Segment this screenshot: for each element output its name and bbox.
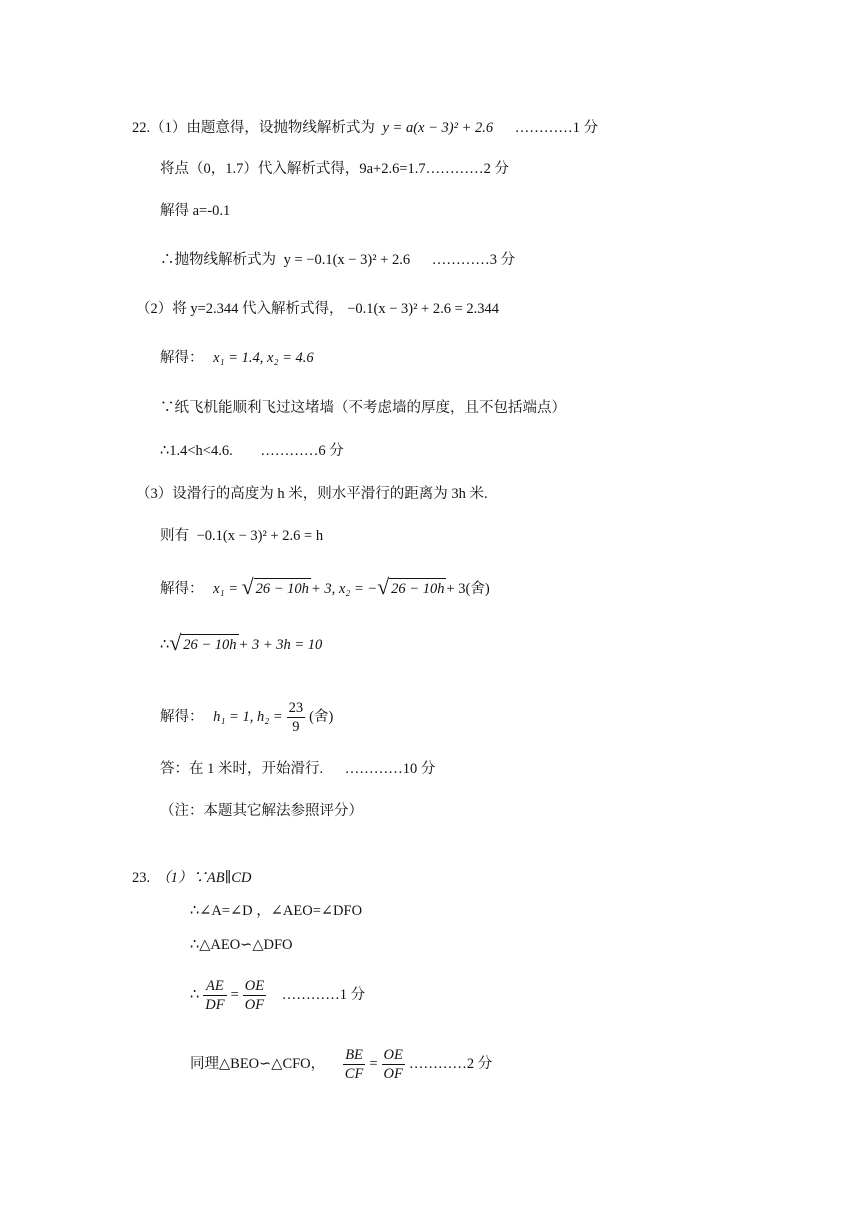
q22-line-10 [160,526,323,546]
q23-fraction-be-cf [343,1046,366,1083]
q22-eq6-sqrt-2: √ 26 − 10h [377,574,445,599]
q23-f3-num: BE [343,1046,366,1065]
q22-line-4 [160,250,515,270]
q22-line-9: （3）设滑行的高度为 h 米，则水平滑行的距离为 3h 米. [136,486,488,502]
q23-line-2: ∴∠A=∠D ，∠AEO=∠DFO [190,903,363,919]
q22-line-1 [132,118,598,138]
q22-equation-2: y = −0.1(x − 3)² + 2.6 [283,252,411,268]
q22-line-13-text: 解得： [160,709,204,725]
q23-line-5-text: 同理△BEO∽△CFO， [190,1056,326,1072]
q23-score-2: …………2 分 [408,1056,493,1072]
q23-fraction-oe-of [243,977,266,1014]
q22-eq7-end: + 3 + 3h = 10 [238,637,323,653]
q23-line-4-therefore: ∴ [190,987,200,1003]
q23-f3-den: CF [344,1066,364,1083]
q22-number: 22. [132,120,151,136]
q23-f4-den: OF [383,1066,403,1083]
q22-line-11-text: 解得： [160,581,204,597]
q22-eq7-sqrt: √ 26 − 10h [169,630,237,655]
q22-eq8-denominator: 9 [292,719,300,736]
q22-equation-4: x₁ = 1.4, x₂ = 4.6 [213,350,314,366]
q22-line-12 [160,630,323,655]
q22-line-14 [160,759,435,779]
q22-answer-text: 答：在 1 米时，开始滑行. [160,761,324,777]
q22-line-10-text: 则有 [160,528,189,544]
q23-equals-1: = [230,987,239,1003]
q23-line-4 [190,974,365,1016]
q22-line-3: 解得 a=-0.1 [160,203,231,219]
q22-score-10: …………10 分 [344,761,436,777]
q22-part1-text: （1）由题意得，设抛物线解析式为 [150,120,375,136]
q22-score-6: …………6 分 [260,443,344,459]
q22-line-12-therefore: ∴ [160,637,170,653]
q23-line-1-text: （1）∵AB∥CD [156,870,252,886]
q22-score-1: …………1 分 [514,120,599,136]
q23-score-1: …………1 分 [281,987,366,1003]
q23-line-5 [190,1043,492,1085]
q22-eq6-sqrt-1: √ 26 − 10h [241,574,309,599]
q22-eq8-numerator: 23 [288,700,304,717]
q22-line-4-text: ∴抛物线解析式为 [160,252,276,268]
q22-equation-5: −0.1(x − 3)² + 2.6 = h [196,528,324,544]
q22-line-6-text: 解得： [160,350,204,366]
q22-score-3: …………3 分 [431,252,516,268]
q22-line-8 [160,441,344,461]
q23-line-3: ∴△AEO∽△DFO [190,937,293,953]
q23-f1-num: AE [203,977,226,996]
q22-line-6 [160,348,314,368]
q23-fraction-oe-of-2 [382,1046,405,1083]
q22-eq6-radicand-2: 26 − 10h [389,578,446,599]
q22-eq8: h₁ = 1, h₂ = [213,709,283,725]
q22-line-2: 将点（0，1.7）代入解析式得，9a+2.6=1.7…………2 分 [160,161,510,177]
q23-f2-num: OE [244,978,265,995]
q22-eq8-fraction [287,699,306,736]
q22-eq6-end: + 3(舍) [446,581,490,597]
q22-line-13 [160,696,333,738]
q23-equals-2: = [369,1056,378,1072]
q23-line-1 [132,868,251,888]
q23-number: 23. [132,870,151,886]
q22-eq8-end: (舍) [309,709,334,725]
q22-line-5 [136,299,499,319]
q22-note: （注：本题其它解法参照评分） [160,803,363,819]
q23-f4-num: OE [383,1047,403,1064]
q23-f1-den: DF [205,997,225,1014]
q22-line-7: ∵纸飞机能顺利飞过这堵墙（不考虑墙的厚度，且不包括端点） [160,400,566,416]
q22-eq7-radicand: 26 − 10h [181,634,238,655]
q22-line-8-text: ∴1.4<h<4.6. [160,443,233,459]
q22-equation-1: y = a(x − 3)² + 2.6 [382,120,494,136]
q22-eq6-x1: x₁ = [213,581,239,597]
q22-eq6-mid: + 3, x₂ = − [310,581,378,597]
q23-f2-den: OF [244,997,265,1014]
q22-line-5-text: （2）将 y=2.344 代入解析式得， [136,301,344,317]
q22-line-11 [160,574,490,599]
q23-fraction-ae-df [203,977,226,1014]
q22-eq6-radicand-1: 26 − 10h [254,578,311,599]
q22-equation-3: −0.1(x − 3)² + 2.6 = 2.344 [347,301,500,317]
